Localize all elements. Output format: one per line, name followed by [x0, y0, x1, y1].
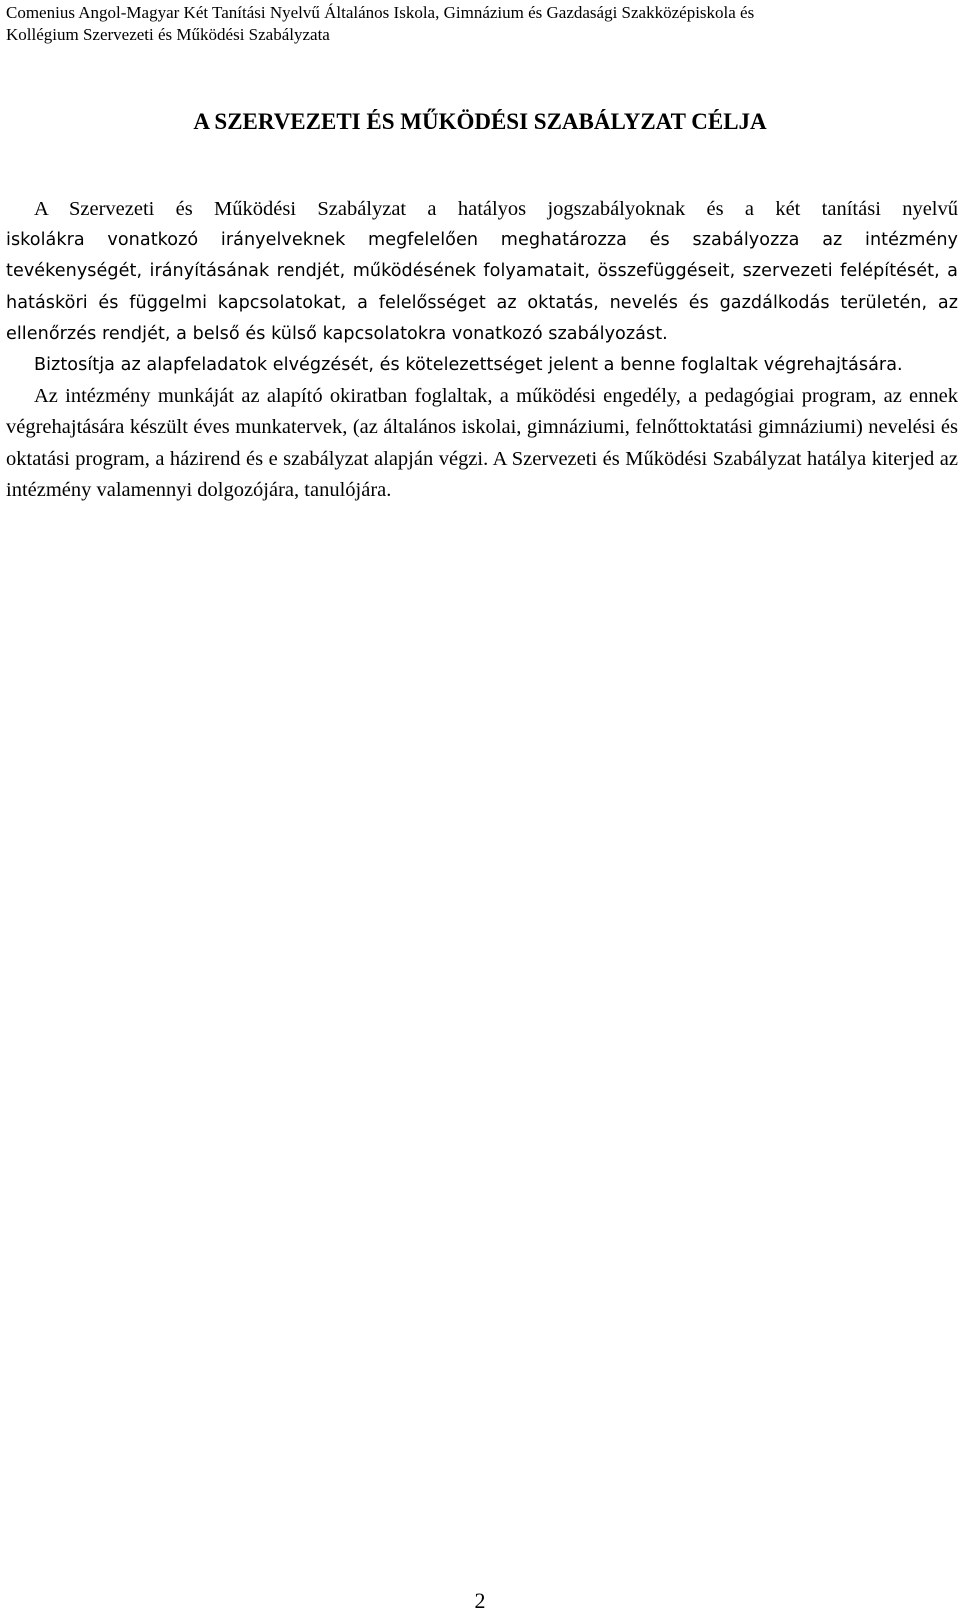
body-text	[6, 194, 958, 506]
header-line-2: Kollégium Szervezeti és Működési Szabályzata	[6, 25, 330, 44]
paragraph-intro-line: A Szervezeti és Működési Szabályzat a hatályos jogszabályoknak és a két tanítási nyelvű	[34, 198, 958, 220]
page-header	[6, 2, 946, 46]
paragraph-basis: Az intézmény munkáját az alapító okiratban foglaltak, a működési engedély, a pedagógiai program, az ennek végrehajtására készült éves munkatervek, (az általános iskolai, gimnáziumi, felnőttoktatási gimnáziumi) nevelési és oktatási program, a házirend és e szabályzat alapján végzi. A Szervezeti és Működési Szabályzat hatálya kiterjed az intézmény valamennyi dolgozójára, tanulójára.	[6, 385, 958, 501]
header-line-1: Comenius Angol-Magyar Két Tanítási Nyelvű Általános Iskola, Gimnázium és Gazdasági Szakközépiskola és	[6, 3, 755, 22]
section-title: A SZERVEZETI ÉS MŰKÖDÉSI SZABÁLYZAT CÉLJA	[193, 109, 767, 134]
paragraph-scope: iskolákra vonatkozó irányelveknek megfelelően meghatározza és szabályozza az intézmény tevékenységét, irányításának rendjét, működésének folyamatait, összefüggéseit, szervezeti felépítését, a hatásköri és függelmi kapcsolatokat, a felelősséget az oktatás, nevelés és gazdálkodás területén, az ellenőrzés rendjét, a belső és külső kapcsolatokra vonatkozó szabályozást.	[6, 230, 958, 344]
page-number: 2	[474, 1588, 486, 1613]
paragraph-tasks: Biztosítja az alapfeladatok elvégzését, és kötelezettséget jelent a benne foglaltak végrehajtására.	[34, 355, 903, 376]
